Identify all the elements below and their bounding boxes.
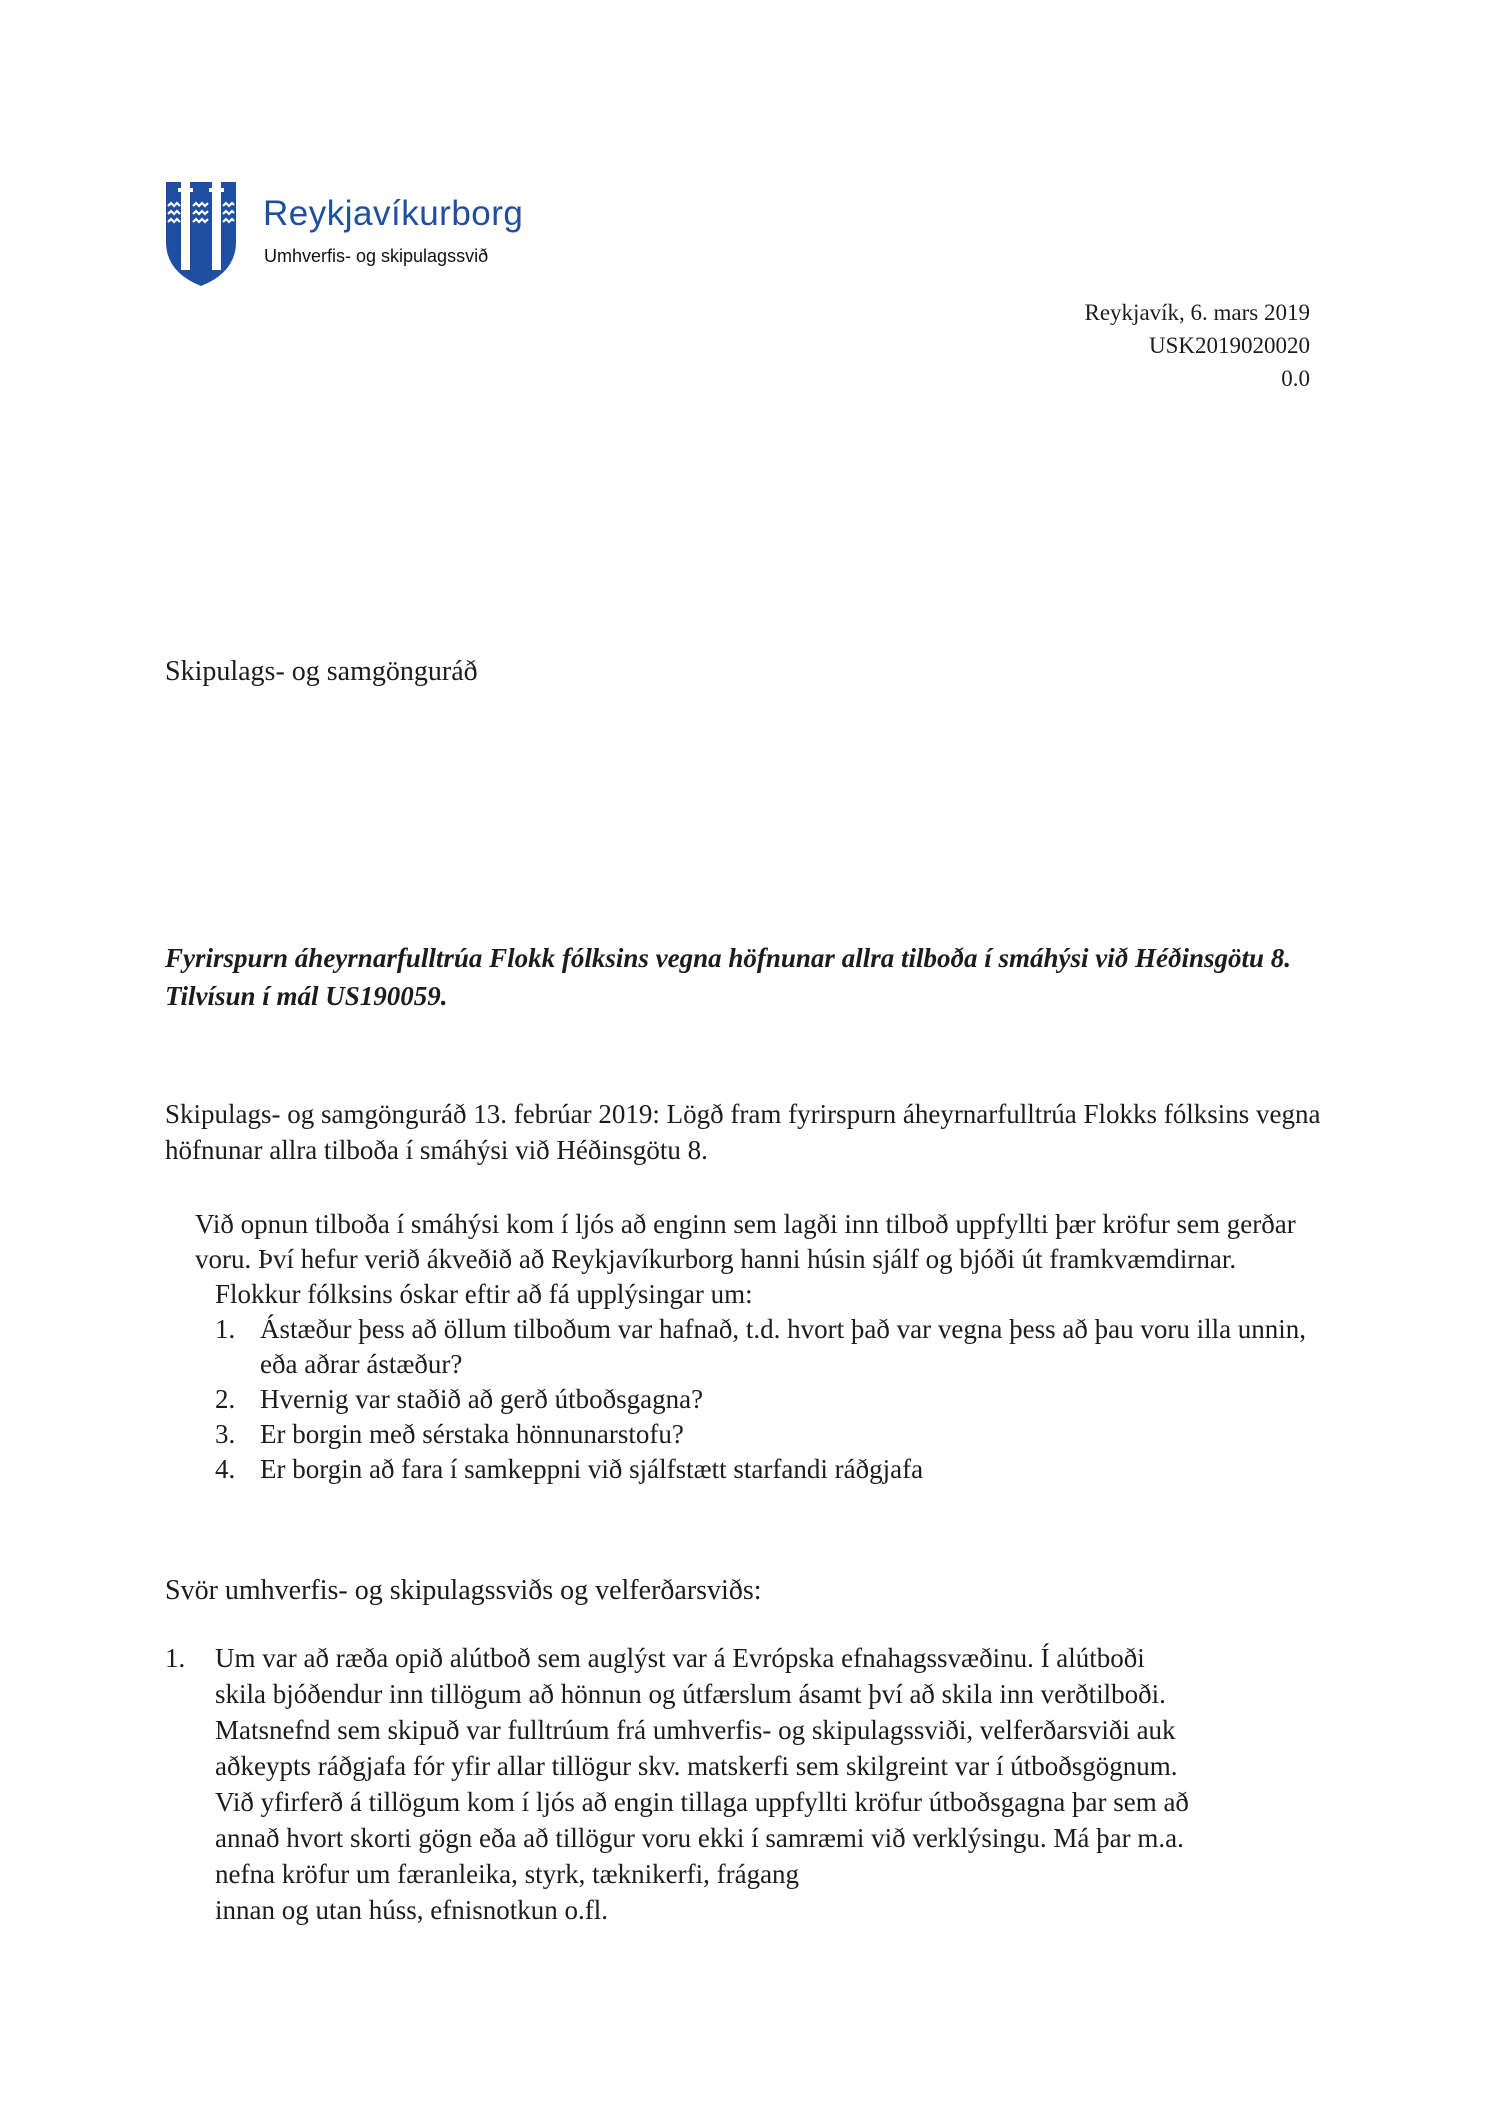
- list-item: [195, 1452, 1345, 1487]
- version-number: 0.0: [1281, 366, 1310, 391]
- answer-line: Matsnefnd sem skipuð var fulltrúum frá umhverfis- og skipulagssviði, velferðarsviði auk: [215, 1715, 1176, 1745]
- question-number: 4.: [215, 1454, 236, 1484]
- answer-item: [165, 1640, 1345, 1928]
- answer-line: skila bjóðendur inn tillögum að hönnun og útfærslum ásamt því að skila inn verðtilboði.: [215, 1679, 1166, 1709]
- list-item: [195, 1382, 1345, 1417]
- subject-heading: Fyrirspurn áheyrnarfulltrúa Flokk fólksins vegna höfnunar allra tilboða í smáhýsi við Héðinsgötu 8. Tilvísun í mál US190059.: [165, 943, 1291, 1011]
- intro-paragraph: Skipulags- og samgönguráð 13. febrúar 2019: Lögð fram fyrirspurn áheyrnarfulltrúa Flokks fólksins vegna höfnunar allra tilboða í smáhýsi við Héðinsgötu 8.: [165, 1099, 1321, 1165]
- question-number: 1.: [215, 1314, 236, 1344]
- letter-meta: [1085, 296, 1311, 395]
- list-item: [195, 1417, 1345, 1452]
- question-text: Ástæður þess að öllum tilboðum var hafnað, t.d. hvort það var vegna þess að þau voru illa unnin, eða aðrar ástæður?: [260, 1314, 1307, 1379]
- org-name: Reykjavíkurborg: [263, 194, 524, 233]
- recipient: Skipulags- og samgönguráð: [165, 656, 478, 687]
- answer-number: 1.: [165, 1643, 186, 1673]
- question-number: 3.: [215, 1419, 236, 1449]
- answer-line: nefna kröfur um færanleika, styrk, tæknikerfi, frágang: [215, 1859, 800, 1889]
- question-text: Er borgin með sérstaka hönnunarstofu?: [260, 1419, 684, 1449]
- question-label: Flokkur fólksins óskar eftir að fá upplýsingar um:: [215, 1279, 753, 1309]
- question-text: Er borgin að fara í samkeppni við sjálfstætt starfandi ráðgjafa: [260, 1454, 924, 1484]
- question-number: 2.: [215, 1384, 236, 1414]
- answer-line: Um var að ræða opið alútboð sem auglýst var á Evrópska efnahagssvæðinu. Í alútboði: [215, 1643, 1145, 1673]
- answer-line: innan og utan húss, efnisnotkun o.fl.: [215, 1895, 608, 1925]
- answers-heading: Svör umhverfis- og skipulagssviðs og velferðarsviðs:: [165, 1575, 762, 1606]
- list-item: [195, 1312, 1345, 1382]
- answer-text: [215, 1640, 1345, 1928]
- answer-line: annað hvort skorti gögn eða að tillögur voru ekki í samræmi við verklýsingu. Má þar m.a.: [215, 1823, 1184, 1853]
- answer-line: aðkeypts ráðgjafa fór yfir allar tillögur skv. matskerfi sem skilgreint var í útboðsgögnum.: [215, 1751, 1178, 1781]
- answer-line: Við yfirferð á tillögum kom í ljós að engin tillaga uppfyllti kröfur útboðsgagna þar sem að: [215, 1787, 1189, 1817]
- place-date: Reykjavík, 6. mars 2019: [1084, 300, 1310, 325]
- inquiry-block: [195, 1207, 1345, 1487]
- question-text: Hvernig var staðið að gerð útboðsgagna?: [260, 1384, 704, 1414]
- reykjavik-shield-icon: [164, 180, 238, 288]
- inquiry-paragraph: Við opnun tilboða í smáhýsi kom í ljós að enginn sem lagði inn tilboð uppfyllti þær kröfur sem gerðar voru. Því hefur verið ákveðið að Reykjavíkurborg hanni húsin sjálf og bjóði út framkvæmdirnar.: [195, 1209, 1296, 1274]
- case-number: USK2019020020: [1148, 333, 1310, 358]
- department-name: Umhverfis- og skipulagssvið: [264, 246, 489, 266]
- question-list: [195, 1312, 1345, 1487]
